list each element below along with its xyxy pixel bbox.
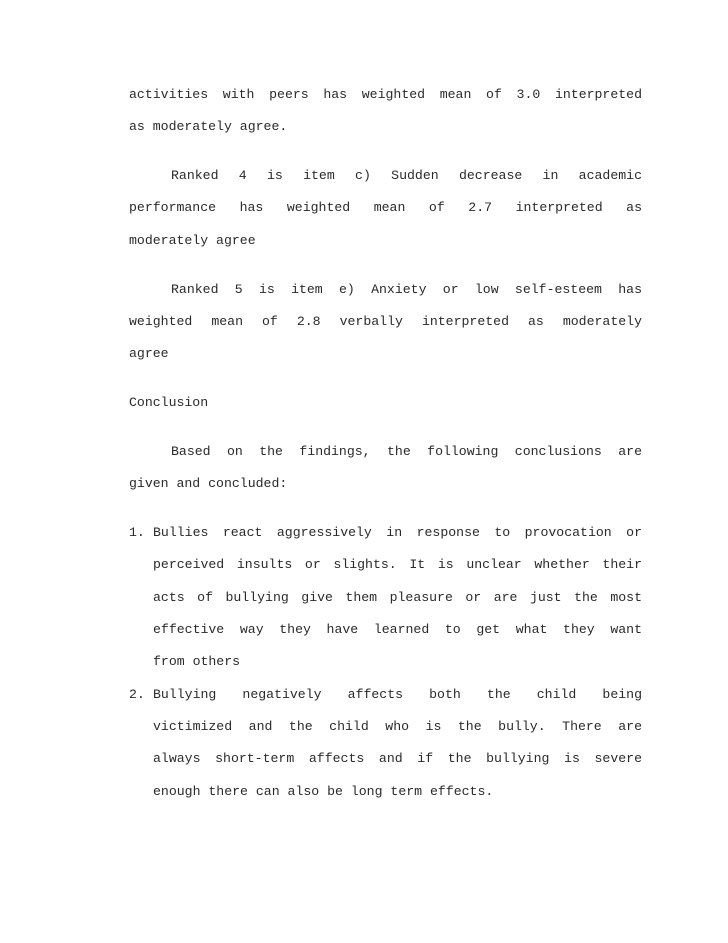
paragraph-line: performance has weighted mean of 2.7 interpreted as bbox=[129, 200, 642, 215]
list-item-line: from others bbox=[153, 654, 241, 669]
paragraph-line: Ranked 4 is item c) Sudden decrease in academic bbox=[171, 168, 642, 183]
paragraph-line: Based on the findings, the following conclusions are bbox=[171, 444, 642, 459]
paragraph-line: activities with peers has weighted mean of 3.0 interpreted bbox=[129, 87, 642, 102]
paragraph-line: given and concluded: bbox=[129, 476, 288, 491]
paragraph-line: as moderately agree. bbox=[129, 119, 288, 134]
list-item-line: acts of bullying give them pleasure or are just the most bbox=[153, 590, 642, 605]
list-item-line: enough there can also be long term effects. bbox=[153, 784, 494, 799]
section-heading: Conclusion bbox=[129, 395, 209, 410]
list-item-number: 2. bbox=[129, 687, 145, 702]
list-item-line: effective way they have learned to get what they want bbox=[153, 622, 642, 637]
paragraph-line: Ranked 5 is item e) Anxiety or low self-esteem has bbox=[171, 282, 642, 297]
list-item-number: 1. bbox=[129, 525, 145, 540]
list-item-line: Bullying negatively affects both the child being bbox=[153, 687, 642, 702]
paragraph-line: moderately agree bbox=[129, 233, 256, 248]
paragraph-line: weighted mean of 2.8 verbally interpreted as moderately bbox=[129, 314, 642, 329]
list-item-line: Bullies react aggressively in response to provocation or bbox=[153, 525, 642, 540]
list-item-line: victimized and the child who is the bully. There are bbox=[153, 719, 642, 734]
list-item-line: always short-term affects and if the bullying is severe bbox=[153, 751, 642, 766]
paragraph-line: agree bbox=[129, 346, 169, 361]
list-item-line: perceived insults or slights. It is unclear whether their bbox=[153, 557, 642, 572]
